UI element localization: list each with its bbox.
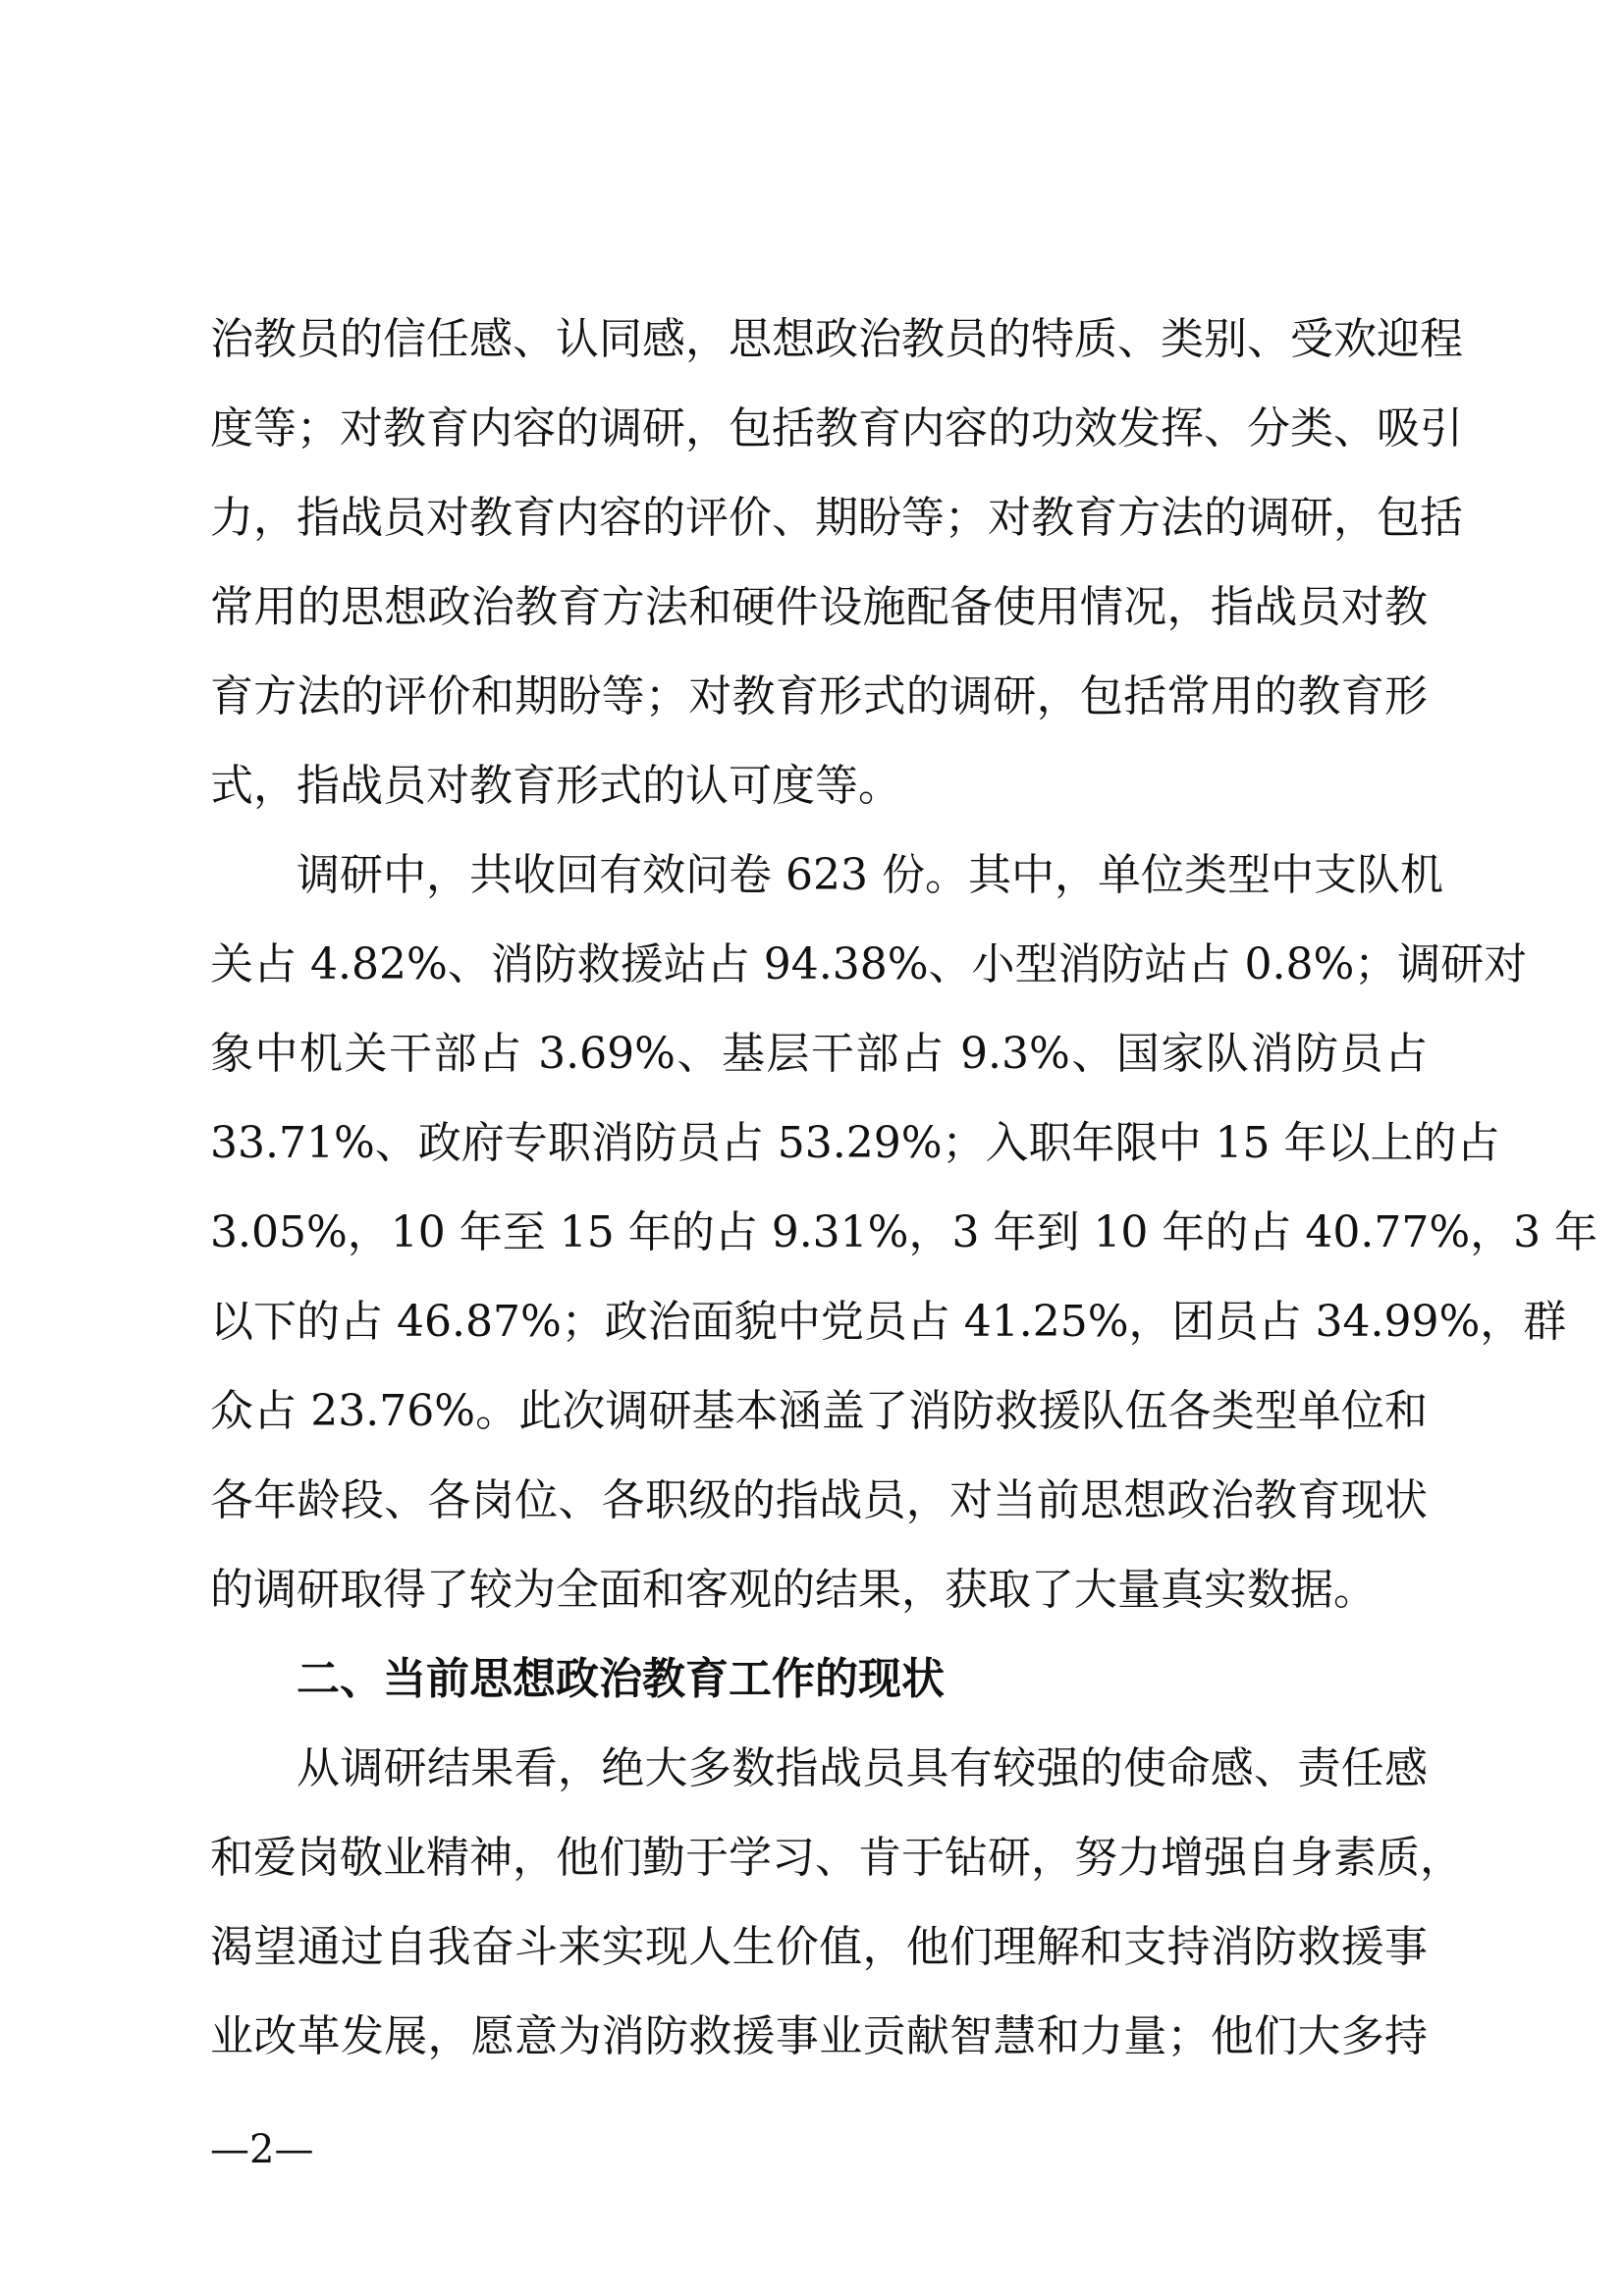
- text-line: 3.05%，10 年至 15 年的占 9.31%，3 年到 10 年的占 40.77%，3 年: [210, 1207, 1598, 1257]
- text-line: 治教员的信任感、认同感，思想政治教员的特质、类别、受欢迎程: [210, 314, 1463, 364]
- text-line: 关占 4.82%、消防救援站占 94.38%、小型消防站占 0.8%；调研对: [210, 939, 1528, 989]
- text-line: 度等；对教育内容的调研，包括教育内容的功效发挥、分类、吸引: [210, 403, 1463, 454]
- text-line: 众占 23.76%。此次调研基本涵盖了消防救援队伍各类型单位和: [210, 1386, 1428, 1436]
- page-number: —2—: [210, 2127, 314, 2172]
- text-line: 渴望通过自我奋斗来实现人生价值，他们理解和支持消防救援事: [210, 1922, 1428, 1972]
- text-line: 的调研取得了较为全面和客观的结果，获取了大量真实数据。: [210, 1565, 1377, 1615]
- text-line: 和爱岗敬业精神，他们勤于学习、肯于钻研，努力增强自身素质，: [210, 1833, 1463, 1883]
- text-line: 33.71%、政府专职消防员占 53.29%；入职年限中 15 年以上的占: [210, 1118, 1500, 1168]
- text-line: 育方法的评价和期盼等；对教育形式的调研，包括常用的教育形: [210, 671, 1428, 721]
- text-line: 常用的思想政治教育方法和硬件设施配备使用情况，指战员对教: [210, 582, 1428, 632]
- text-line: 以下的占 46.87%；政治面貌中党员占 41.25%，团员占 34.99%，群: [210, 1297, 1567, 1347]
- document-body: [210, 294, 1598, 2081]
- text-line: 从调研结果看，绝大多数指战员具有较强的使命感、责任感: [297, 1743, 1428, 1793]
- text-line: 式，指战员对教育形式的认可度等。: [210, 761, 901, 811]
- paragraph: [210, 1724, 1463, 2081]
- text-line: 各年龄段、各岗位、各职级的指战员，对当前思想政治教育现状: [210, 1475, 1428, 1525]
- paragraph: [210, 830, 1598, 1634]
- text-line: 象中机关干部占 3.69%、基层干部占 9.3%、国家队消防员占: [210, 1029, 1428, 1079]
- text-line: 力，指战员对教育内容的评价、期盼等；对教育方法的调研，包括: [210, 493, 1463, 543]
- text-line: 业改革发展，愿意为消防救援事业贡献智慧和力量；他们大多持: [210, 2011, 1428, 2061]
- section-heading: 二、当前思想政治教育工作的现状: [297, 1654, 945, 1704]
- text-line: 调研中，共收回有效问卷 623 份。其中，单位类型中支队机: [297, 850, 1443, 900]
- paragraph: [210, 294, 1463, 830]
